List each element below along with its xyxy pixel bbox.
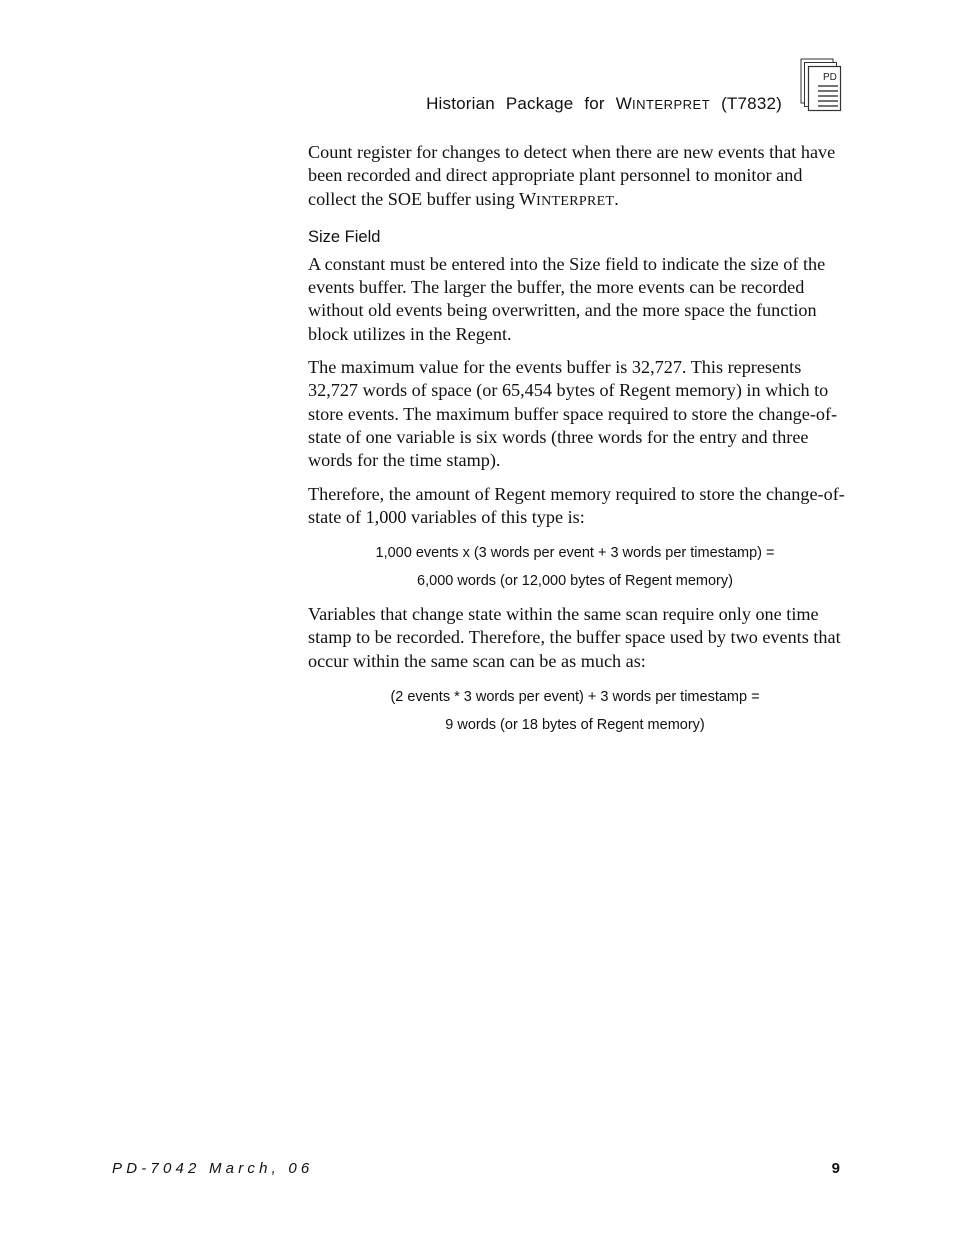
- formula-2-line-2: 9 words (or 18 bytes of Regent memory): [445, 717, 705, 734]
- page-body: [308, 141, 848, 747]
- paragraph-size-constant: A constant must be entered into the Size field to indicate the size of the events buffer. The larger the buffer, the more events can be recorded without old events being overwritten, and the more space the function block utilizes in the Regent.: [308, 253, 826, 344]
- paragraph-same-scan: Variables that change state within the same scan require only one time stamp to be recorded. Therefore, the buffer space used by two events that occur within the same scan can be as much as:: [308, 604, 841, 671]
- header-prefix: Historian Package for: [426, 94, 616, 113]
- pd-document-icon: [800, 58, 842, 112]
- running-header: [426, 94, 782, 114]
- footer-document-id: PD-7042 March, 06: [112, 1160, 314, 1177]
- paragraph-count-register: [308, 141, 848, 213]
- pd-icon-label: PD: [823, 72, 837, 83]
- formula-2-line-1: (2 events * 3 words per event) + 3 words per timestamp =: [390, 689, 760, 706]
- formula-1-line-2: 6,000 words (or 12,000 bytes of Regent memory): [417, 573, 733, 590]
- formula-1-line-1: 1,000 events x (3 words per event + 3 words per timestamp) =: [375, 545, 775, 562]
- formula-2-events: [308, 683, 842, 739]
- paragraph-max-value: The maximum value for the events buffer is 32,727. This represents 32,727 words of space (or 65,454 bytes of Regent memory) in which to store events. The maximum buffer space required to store the change-of-state of one variable is six words (three words for the entry and three words for the time stamp).: [308, 357, 838, 471]
- formula-1000-events: [308, 539, 842, 595]
- p1-app-rest: INTERPRET: [536, 193, 615, 209]
- p1-end: .: [614, 188, 619, 209]
- paragraph-therefore: Therefore, the amount of Regent memory required to store the change-of-state of 1,000 variables of this type is:: [308, 483, 845, 527]
- header-app-initial: W: [615, 94, 632, 113]
- header-app-rest: INTERPRET: [631, 97, 711, 112]
- p1-app-initial: W: [518, 188, 537, 209]
- p1-text: Count register for changes to detect when there are new events that have been recorded and direct appropriate plant personnel to monitor and collect the SOE buffer using: [308, 142, 836, 209]
- section-heading-size-field: Size Field: [308, 227, 381, 246]
- footer-page-number: 9: [831, 1160, 840, 1177]
- header-suffix: (T7832): [710, 94, 782, 113]
